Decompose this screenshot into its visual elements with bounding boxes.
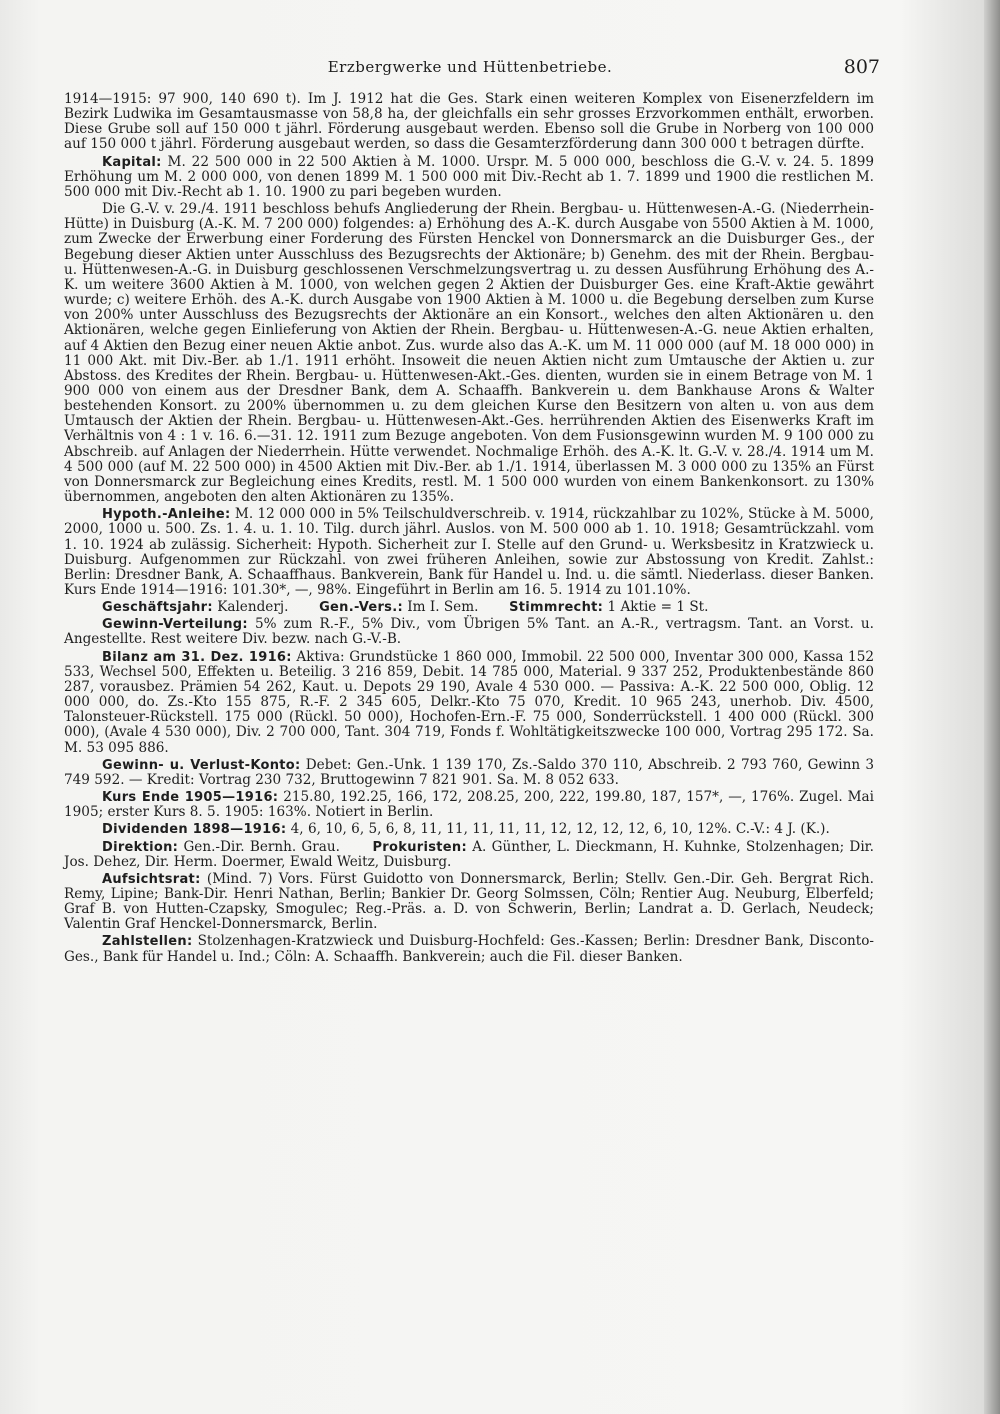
binding-gutter bbox=[984, 0, 1000, 1414]
paragraph-gewinn-verlust bbox=[64, 758, 874, 788]
section-lead: Zahlstellen: bbox=[102, 934, 193, 950]
paragraph-text: Kalenderj. bbox=[217, 599, 289, 616]
section-lead: Gen.-Vers.: bbox=[319, 600, 403, 616]
paragraph-dividenden bbox=[64, 822, 874, 837]
paragraph-text: Aktiva: Grundstücke 1 860 000, Immobil. 22 500 000, Inventar 300 000, Kassa 152 533, Wechsel 500, Effekten u. Beteilig. 3 216 859, Debit. 14 785 000, Material. 9 337 252, Produktenbestände 860 287, vorausbez. Prämien 54 262, Kaut. u. Depots 29 190, Avale 4 530 000. — Passiva: A.-K. 22 500 000, Oblig. 12 000 000, do. Zs.-Kto 155 875, R.-F. 2 345 605, Delkr.-Kto 75 070, Kredit. 10 965 243, unerhob. Div. 4500, Talonsteuer-Rückstell. 175 000 (Rückl. 50 000), Hochofen-Ern.-F. 75 000, Sonderrückstell. 1 400 000 (Rückl. 300 000), (Avale 4 530 000), Div. 2 700 000, Tant. 304 719, Fonds f. Wohltätigkeitszwecke 100 000, Vortrag 295 172. Sa. M. 53 095 886. bbox=[64, 648, 874, 756]
section-lead: Prokuristen: bbox=[372, 839, 467, 855]
paragraph-text: 215.80, 192.25, 166, 172, 208.25, 200, 222, 199.80, 187, 157*, —, 176%. Zugel. Mai 1905; erster Kurs 8. 5. 1905: 163%. Notiert in Berlin. bbox=[64, 789, 874, 821]
paragraph-kurs bbox=[64, 790, 874, 820]
paragraph-text: Gen.-Dir. Bernh. Grau. bbox=[183, 838, 340, 855]
section-lead: Kapital: bbox=[102, 154, 162, 170]
paragraph-text: 1 Aktie = 1 St. bbox=[607, 599, 709, 616]
paragraph-text: 5% zum R.-F., 5% Div., vom Übrigen 5% Tant. an A.-R., vertragsm. Tant. an Vorst. u. Angestellte. Rest weitere Div. bezw. nach G.-V.-B. bbox=[64, 616, 874, 648]
paragraph-text: (Mind. 7) Vors. Fürst Guidotto von Donnersmarck, Berlin; Stellv. Gen.-Dir. Geh. Bergrat Rich. Remy, Lipine; Bank-Dir. Henri Nathan, Berlin; Bankier Dr. Georg Solmssen, Cöln; Rentier Aug. Neuburg, Elberfeld; Graf B. von Hutten-Czapsky, Smogulec; Reg.-Präs. a. D. von Schwerin, Berlin; Landrat a. D. Gerlach, Neudeck; Valentin Graf Henckel-Donnersmarck, Berlin. bbox=[64, 870, 874, 933]
section-lead: Gewinn- u. Verlust-Konto: bbox=[102, 757, 301, 773]
paragraph-gewinn-verteilung bbox=[64, 617, 874, 647]
running-title: Erzbergwerke und Hüttenbetriebe. bbox=[327, 58, 613, 76]
section-lead: Bilanz am 31. Dez. 1916: bbox=[102, 649, 292, 665]
paragraph-geschaeftsjahr bbox=[64, 600, 874, 615]
page-body bbox=[64, 92, 874, 967]
section-lead: Kurs Ende 1905—1916: bbox=[102, 790, 279, 806]
section-lead: Aufsichtsrat: bbox=[102, 871, 201, 887]
section-lead: Gewinn-Verteilung: bbox=[102, 617, 248, 633]
paragraph-text: A. Günther, L. Dieckmann, H. Kuhnke, Stolzenhagen; Dir. Jos. Dehez, Dir. Herm. Doermer, Ewald Weitz, Duisburg. bbox=[64, 838, 874, 870]
paragraph-gv-1911 bbox=[64, 202, 874, 505]
paragraph-text: Die G.-V. v. 29./4. 1911 beschloss behufs Angliederung der Rhein. Bergbau- u. Hüttenwesen-A.-G. (Niederrhein-Hütte) in Duisburg (A.-K. M. 7 200 000) folgendes: a) Erhöhung des A.-K. durch Ausgabe von 5500 Aktien à M. 1000, zum Zwecke der Erwerbung einer Forderung des Fürsten Henckel von Donnersmarck an die Duisburger Ges., der Begebung dieser Aktien unter Ausschluss des Bezugsrechts der Aktionäre; b) Genehm. des mit der Rhein. Bergbau- u. Hüttenwesen-A.-G. in Duisburg geschlossenen Verschmelzungsvertrag u. zu dessen Ausführung Erhöhung des A.-K. um weitere 3600 Aktien à M. 1000, von welchen gegen 2 Aktien der Duisburger Ges. eine Kraft-Aktie gewährt wurde; c) weitere Erhöh. des A.-K. durch Ausgabe von 1900 Aktien à M. 1000 u. die Begebung derselben zum Kurse von 200% unter Ausschluss des Bezugsrechts der Aktionäre an ein Konsort., welches den alten Aktionären u. den Aktionären, welche gegen Einlieferung von Aktien der Rhein. Bergbau- u. Hüttenwesen-A.-G. neue Aktien erhalten, auf 4 Aktien den Bezug einer neuen Aktie anbot. Zus. wurde also das A.-K. um M. 11 000 000 (auf M. 18 000 000) in 11 000 Akt. mit Div.-Ber. ab 1./1. 1911 erhöht. Insoweit die neuen Aktien nicht zum Umtausche der Aktien u. zur Abstoss. des Kredites der Rhein. Bergbau- u. Hüttenwesen-Akt.-Ges. dienten, wurden sie in einem Betrage von M. 1 900 000 von einem aus der Dresdner Bank, dem A. Schaaffh. Bankverein u. dem Bankhause Arons & Walter bestehenden Konsort. zu 200% übernommen u. zu dem gleichen Kurse den Besitzern von alten u. von aus dem Umtausch der Aktien der Rhein. Bergbau- u. Hüttenwesen-Akt.-Ges. herrührenden Aktien des Eisenwerks Kraft im Verhältnis von 4 : 1 v. 16. 6.—31. 12. 1911 zum Bezuge angeboten. Von dem Fusionsgewinn wurden M. 9 100 000 zu Abschreib. auf Anlagen der Niederrhein. Hütte verwendet. Nochmalige Erhöh. des A.-K. lt. G.-V. v. 28./4. 1914 um M. 4 500 000 (auf M. 22 500 000) in 4500 Aktien mit Div.-Ber. ab 1./1. 1914, überlassen M. 3 000 000 zu 135% an Fürst von Donnersmarck zur Begleichung eines Kredits, restl. M. 1 500 000 wurden von einem Bankenkonsort. zu 130% übernommen, angeboten den alten Aktionären zu 135%. bbox=[64, 201, 874, 506]
paragraph-text: 1914—1915: 97 900, 140 690 t). Im J. 1912 hat die Ges. Stark einen weiteren Komplex von Eisenerzfeldern im Bezirk Ludwika im Gesamtausmasse von 58,8 ha, der gleichfalls ein sehr grosses Erzvorkommen enthält, erworben. Diese Grube soll auf 150 000 t jährl. Förderung ausgebaut werden. Ebenso soll die Grube in Norberg von 100 000 auf 150 000 t jährl. Förderung ausgebaut werden, so dass die Gesamterzförderung dann 300 000 t betragen dürfte. bbox=[64, 91, 874, 153]
section-lead: Geschäftsjahr: bbox=[102, 600, 213, 616]
paragraph-text: Debet: Gen.-Unk. 1 139 170, Zs.-Saldo 370 110, Abschreib. 2 793 760, Gewinn 3 749 592. — Kredit: Vortrag 230 732, Bruttogewinn 7 821 901. Sa. M. 8 052 633. bbox=[64, 756, 874, 788]
paragraph-text: M. 12 000 000 in 5% Teilschuldverschreib. v. 1914, rückzahlbar zu 102%, Stücke à M. 5000, 2000, 1000 u. 500. Zs. 1. 4. u. 1. 10. Tilg. durch jährl. Auslos. von M. 500 000 ab 1. 10. 1918; Gesamtrückzahl. vom 1. 10. 1924 ab zulässig. Sicherheit: Hypoth. Sicherheit zur I. Stelle auf den Grund- u. Werksbesitz in Kratzwieck u. Duisburg. Aufgenommen zur Rückzahl. von zwei früheren Anleihen, sowie zur Abstossung von Kredit. Zahlst.: Berlin: Dresdner Bank, A. Schaaffhaus. Bankverein, Bank für Handel u. Ind. u. die sämtl. Niederlass. dieser Banken. Kurs Ende 1914—1916: 101.30*, —, 98%. Eingeführt in Berlin am 16. 5. 1914 zu 101.10%. bbox=[64, 506, 874, 598]
paragraph-direktion bbox=[64, 840, 874, 870]
paragraph-aufsichtsrat bbox=[64, 872, 874, 933]
page-number: 807 bbox=[843, 56, 880, 78]
paragraph-text: Stolzenhagen-Kratzwieck und Duisburg-Hochfeld: Ges.-Kassen; Berlin: Dresdner Bank, Disconto-Ges., Bank für Handel u. Ind.; Cöln: A. Schaaffh. Bankverein; auch die Fil. dieser Banken. bbox=[64, 933, 874, 965]
section-lead: Hypoth.-Anleihe: bbox=[102, 507, 231, 523]
paragraph-text: Im I. Sem. bbox=[407, 599, 479, 616]
paragraph-kapital bbox=[64, 155, 874, 200]
paragraph-bilanz bbox=[64, 650, 874, 756]
paragraph-ore-fields bbox=[64, 92, 874, 153]
paragraph-text: M. 22 500 000 in 22 500 Aktien à M. 1000. Urspr. M. 5 000 000, beschloss die G.-V. v. 24. 5. 1899 Erhöhung um M. 2 000 000, von denen 1899 M. 1 500 000 mit Div.-Recht ab 1. 7. 1899 und 1900 die restlichen M. 500 000 mit Div.-Recht ab 1. 10. 1900 zu pari begeben wurden. bbox=[64, 153, 875, 200]
paragraph-zahlstellen bbox=[64, 934, 874, 964]
paragraph-hypoth-anleihe bbox=[64, 507, 874, 598]
section-lead: Direktion: bbox=[102, 839, 179, 855]
paragraph-text: 4, 6, 10, 6, 5, 6, 8, 11, 11, 11, 11, 11, 12, 12, 12, 12, 6, 10, 12%. C.-V.: 4 J. (K.). bbox=[290, 821, 830, 838]
section-lead: Dividenden 1898—1916: bbox=[102, 822, 287, 838]
page-header bbox=[60, 56, 880, 80]
section-lead: Stimmrecht: bbox=[509, 600, 604, 616]
